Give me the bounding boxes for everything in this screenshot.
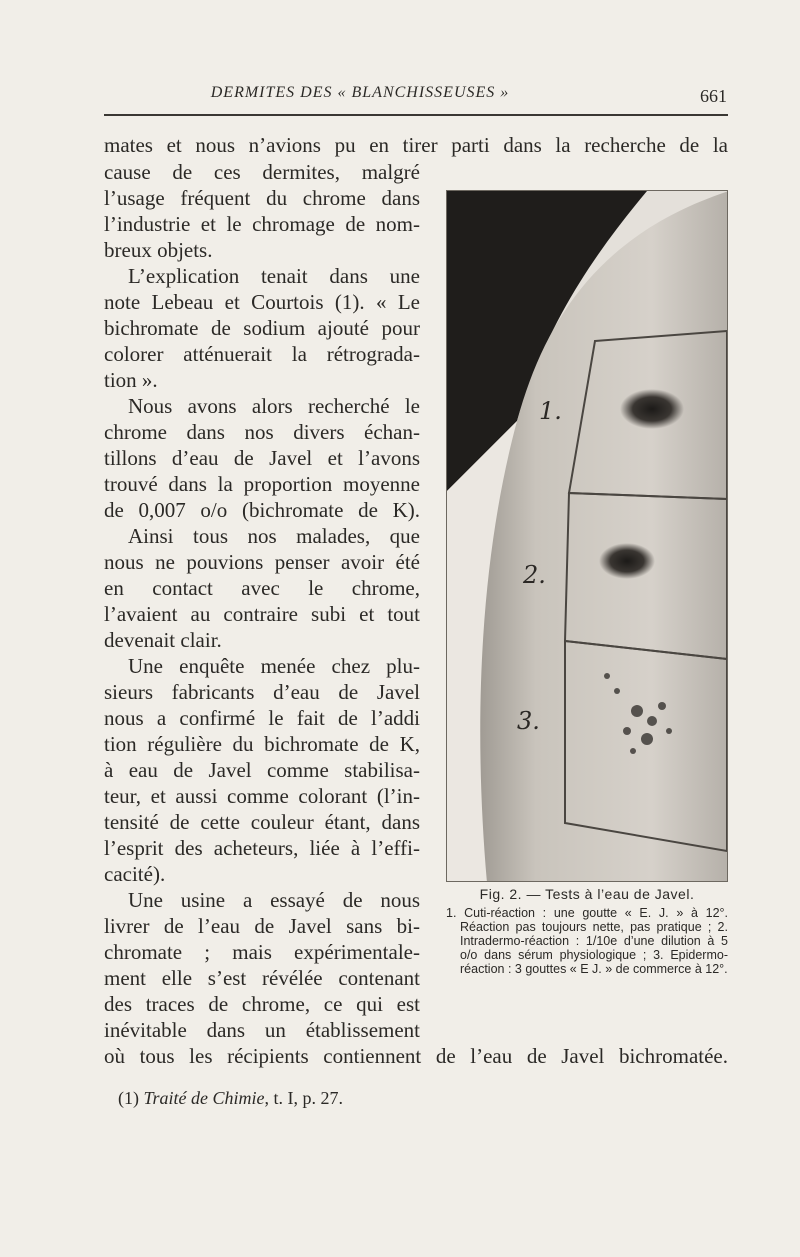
body-line: trouvé dans la proportion moyenne <box>104 472 420 496</box>
body-line: chromate ; mais expérimentale- <box>104 940 420 964</box>
body-line: breux objets. <box>104 238 213 262</box>
figure-caption <box>446 886 728 976</box>
footnote-ref: , t. I, p. 27. <box>264 1088 343 1108</box>
reaction-spot-2 <box>599 543 655 579</box>
body-line: cause de ces dermites, malgré <box>104 160 420 184</box>
figure-label-3: 3. <box>517 707 540 735</box>
figure-label-2: 2. <box>523 561 546 589</box>
running-header: DERMITES DES « BLANCHISSEUSES » <box>210 84 510 101</box>
body-line: note Lebeau et Courtois (1). « Le <box>104 290 420 314</box>
body-line: devenait clair. <box>104 628 222 652</box>
body-line: nous ne pouvions penser avoir été <box>104 550 420 574</box>
header-rule <box>104 114 728 116</box>
body-line: Une usine a essayé de nous <box>128 888 420 912</box>
body-line: tensité de cette couleur étant, dans <box>104 810 420 834</box>
body-line: Une enquête menée chez plu- <box>128 654 420 678</box>
body-line: tillons d’eau de Javel et l’avons <box>104 446 420 470</box>
page-number: 661 <box>700 86 727 106</box>
body-line: à eau de Javel comme stabilisa- <box>104 758 420 782</box>
body-line: ment elle s’est révélée contenant <box>104 966 420 990</box>
body-line: Nous avons alors recherché le <box>128 394 420 418</box>
body-line: inévitable dans un établissement <box>104 1018 420 1042</box>
body-line: colorer atténuerait la rétrograda- <box>104 342 420 366</box>
body-line: l’avaient au contraire subi et tout <box>104 602 420 626</box>
body-line: tion régulière du bichromate de K, <box>104 732 420 756</box>
caption-body: 1. Cuti-réaction : une goutte « E. J. » à 12°. Réaction pas toujours nette, pas pratique ; 2. Intradermo-réaction : 1/10e d’une dilution à 5 o/o dans sérum physiologique ; 3. Epidermo-réaction : 3 gouttes « E J. » de commerce à 12°. <box>446 906 728 976</box>
body-line: Ainsi tous nos malades, que <box>128 524 420 548</box>
body-line: mates et nous n’avions pu en tirer parti dans la recherche de la <box>104 133 728 157</box>
body-line: cacité). <box>104 862 166 886</box>
body-line: teur, et aussi comme colorant (l’in- <box>104 784 420 808</box>
body-line: des traces de chrome, ce qui est <box>104 992 420 1016</box>
body-line: livrer de l’eau de Javel sans bi- <box>104 914 420 938</box>
body-line: l’esprit des acheteurs, liée à l’effi- <box>104 836 420 860</box>
body-line: tion ». <box>104 368 158 392</box>
body-line: bichromate de sodium ajouté pour <box>104 316 420 340</box>
body-line: L’explication tenait dans une <box>128 264 420 288</box>
body-line: en contact avec le chrome, <box>104 576 420 600</box>
footnote-title: Traité de Chimie <box>143 1088 265 1108</box>
figure-photograph <box>446 190 728 882</box>
body-line: nous a confirmé le fait de l’addi <box>104 706 420 730</box>
body-line: sieurs fabricants d’eau de Javel <box>104 680 420 704</box>
footnote <box>118 1088 343 1109</box>
body-line: l’usage fréquent du chrome dans <box>104 186 420 210</box>
footnote-marker: (1) <box>118 1088 139 1108</box>
body-line: de 0,007 o/o (bichromate de K). <box>104 498 420 522</box>
body-line: où tous les récipients contiennent de l’eau de Javel bichromatée. <box>104 1044 728 1068</box>
figure-label-1: 1. <box>539 397 562 425</box>
forearm-photo <box>447 191 728 882</box>
reaction-spot-1 <box>620 389 684 429</box>
body-line: chrome dans nos divers échan- <box>104 420 420 444</box>
body-line: l’industrie et le chromage de nom- <box>104 212 420 236</box>
caption-title: Fig. 2. — Tests à l’eau de Javel. <box>479 886 695 902</box>
